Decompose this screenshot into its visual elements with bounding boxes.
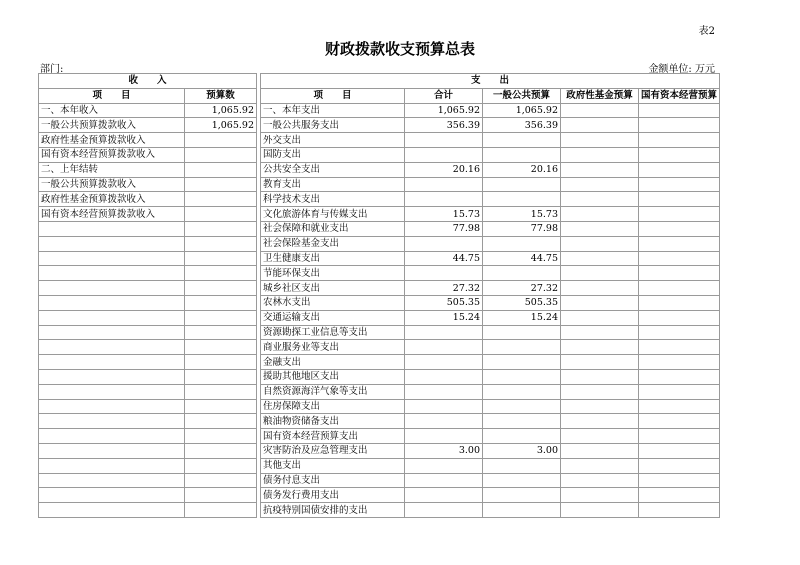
income-budget-cell: [185, 310, 257, 325]
expense-general-cell: 15.24: [483, 310, 561, 325]
income-item-cell: 国有资本经营预算拨款收入: [39, 147, 185, 162]
expense-general-cell: [483, 177, 561, 192]
expense-fund-cell: [561, 355, 639, 370]
table-row: [39, 458, 720, 473]
expense-fund-cell: [561, 325, 639, 340]
expense-general-cell: [483, 192, 561, 207]
expense-state-cell: [639, 162, 720, 177]
expense-item-cell: 公共安全支出: [261, 162, 405, 177]
income-group-header: 收 入: [39, 74, 257, 89]
expense-total-cell: 15.24: [405, 310, 483, 325]
income-budget-cell: [185, 488, 257, 503]
expense-fund-cell: [561, 177, 639, 192]
income-item-cell: [39, 295, 185, 310]
budget-table: [38, 73, 720, 518]
income-item-cell: 国有资本经营预算拨款收入: [39, 207, 185, 222]
expense-state-cell: [639, 147, 720, 162]
expense-total-cell: [405, 384, 483, 399]
table-row: [39, 251, 720, 266]
expense-fund-cell: [561, 147, 639, 162]
income-item-cell: 二、上年结转: [39, 162, 185, 177]
expense-total-cell: 20.16: [405, 162, 483, 177]
income-item-cell: [39, 384, 185, 399]
income-budget-cell: [185, 207, 257, 222]
income-item-cell: 一般公共预算拨款收入: [39, 177, 185, 192]
table-row: [39, 192, 720, 207]
expense-item-cell: 债务发行费用支出: [261, 488, 405, 503]
income-budget-cell: [185, 325, 257, 340]
expense-item-cell: 住房保障支出: [261, 399, 405, 414]
expense-total-cell: [405, 458, 483, 473]
expense-item-cell: 一般公共服务支出: [261, 118, 405, 133]
table-row: [39, 118, 720, 133]
income-item-cell: [39, 473, 185, 488]
table-row: [39, 133, 720, 148]
expense-fund-cell: [561, 429, 639, 444]
expense-fund-cell: [561, 118, 639, 133]
expense-total-cell: [405, 369, 483, 384]
income-budget-cell: [185, 281, 257, 296]
expense-general-cell: [483, 369, 561, 384]
income-budget-cell: [185, 221, 257, 236]
income-item-cell: [39, 325, 185, 340]
expense-fund-cell: [561, 340, 639, 355]
expense-total-cell: [405, 236, 483, 251]
expense-item-cell: 农林水支出: [261, 295, 405, 310]
expense-state-cell: [639, 399, 720, 414]
income-item-cell: [39, 266, 185, 281]
expense-state-cell: [639, 118, 720, 133]
income-item-cell: [39, 503, 185, 518]
expense-fund-cell: [561, 133, 639, 148]
income-item-cell: [39, 429, 185, 444]
expense-fund-cell: [561, 162, 639, 177]
expense-state-cell: [639, 369, 720, 384]
expense-item-cell: 抗疫特别国债安排的支出: [261, 503, 405, 518]
total-header: 合计: [405, 88, 483, 103]
expense-fund-cell: [561, 236, 639, 251]
table-row: [39, 399, 720, 414]
income-budget-cell: [185, 192, 257, 207]
expense-fund-cell: [561, 266, 639, 281]
expense-general-cell: [483, 340, 561, 355]
expense-state-cell: [639, 310, 720, 325]
table-row: [39, 236, 720, 251]
income-budget-cell: [185, 236, 257, 251]
department-label: 部门:: [40, 64, 64, 75]
income-item-cell: [39, 236, 185, 251]
expense-fund-cell: [561, 369, 639, 384]
income-budget-cell: [185, 384, 257, 399]
expense-general-cell: 505.35: [483, 295, 561, 310]
expense-state-cell: [639, 503, 720, 518]
income-budget-cell: [185, 369, 257, 384]
table-row: [39, 207, 720, 222]
expense-item-cell: 节能环保支出: [261, 266, 405, 281]
expense-general-cell: [483, 399, 561, 414]
state-capital-header: 国有资本经营预算: [639, 88, 720, 103]
income-item-cell: 政府性基金预算拨款收入: [39, 192, 185, 207]
table-row: [39, 355, 720, 370]
expense-general-cell: [483, 488, 561, 503]
table-row: [39, 221, 720, 236]
expense-fund-cell: [561, 458, 639, 473]
expense-state-cell: [639, 251, 720, 266]
income-item-cell: 一般公共预算拨款收入: [39, 118, 185, 133]
expense-general-cell: [483, 236, 561, 251]
income-budget-cell: [185, 355, 257, 370]
income-budget-cell: [185, 458, 257, 473]
expense-general-cell: 3.00: [483, 443, 561, 458]
expense-item-cell: 商业服务业等支出: [261, 340, 405, 355]
income-item-cell: [39, 221, 185, 236]
table-row: [39, 340, 720, 355]
income-budget-cell: [185, 473, 257, 488]
table-number: 表2: [698, 26, 715, 37]
expense-general-cell: 77.98: [483, 221, 561, 236]
table-row: [39, 443, 720, 458]
expense-state-cell: [639, 488, 720, 503]
expense-total-cell: [405, 429, 483, 444]
expense-total-cell: [405, 414, 483, 429]
expense-item-cell: 灾害防治及应急管理支出: [261, 443, 405, 458]
expense-general-cell: 1,065.92: [483, 103, 561, 118]
expense-general-cell: [483, 133, 561, 148]
expense-item-cell: 科学技术支出: [261, 192, 405, 207]
expense-state-cell: [639, 473, 720, 488]
expense-item-cell: 国有资本经营预算支出: [261, 429, 405, 444]
expense-state-cell: [639, 443, 720, 458]
expense-item-cell: 外交支出: [261, 133, 405, 148]
expense-general-cell: [483, 473, 561, 488]
expense-general-cell: [483, 414, 561, 429]
expense-group-header: 支 出: [261, 74, 720, 89]
expense-general-cell: [483, 429, 561, 444]
expense-state-cell: [639, 384, 720, 399]
expense-fund-cell: [561, 207, 639, 222]
expense-state-cell: [639, 281, 720, 296]
expense-general-cell: [483, 147, 561, 162]
income-item-cell: 政府性基金预算拨款收入: [39, 133, 185, 148]
income-budget-cell: [185, 429, 257, 444]
table-row: [39, 488, 720, 503]
table-row: [39, 503, 720, 518]
expense-fund-cell: [561, 414, 639, 429]
expense-fund-cell: [561, 443, 639, 458]
fund-budget-header: 政府性基金预算: [561, 88, 639, 103]
table-row: [39, 177, 720, 192]
expense-total-cell: 44.75: [405, 251, 483, 266]
expense-item-header: 项 目: [261, 88, 405, 103]
expense-total-cell: [405, 266, 483, 281]
table-row: [39, 325, 720, 340]
table-row: [39, 266, 720, 281]
expense-fund-cell: [561, 103, 639, 118]
expense-state-cell: [639, 236, 720, 251]
unit-label: 金额单位: 万元: [648, 64, 715, 75]
table-row: [39, 295, 720, 310]
expense-state-cell: [639, 103, 720, 118]
expense-total-cell: 505.35: [405, 295, 483, 310]
expense-total-cell: [405, 399, 483, 414]
expense-item-cell: 国防支出: [261, 147, 405, 162]
expense-item-cell: 教育支出: [261, 177, 405, 192]
expense-item-cell: 城乡社区支出: [261, 281, 405, 296]
expense-fund-cell: [561, 503, 639, 518]
income-item-header: 项 目: [39, 88, 185, 103]
income-item-cell: [39, 414, 185, 429]
expense-item-cell: 自然资源海洋气象等支出: [261, 384, 405, 399]
expense-general-cell: 20.16: [483, 162, 561, 177]
expense-fund-cell: [561, 192, 639, 207]
expense-fund-cell: [561, 384, 639, 399]
expense-state-cell: [639, 192, 720, 207]
expense-state-cell: [639, 325, 720, 340]
income-item-cell: [39, 458, 185, 473]
expense-item-cell: 社会保险基金支出: [261, 236, 405, 251]
expense-general-cell: [483, 355, 561, 370]
table-row: [39, 147, 720, 162]
expense-fund-cell: [561, 281, 639, 296]
table-row: [39, 473, 720, 488]
income-budget-cell: 1,065.92: [185, 118, 257, 133]
expense-state-cell: [639, 295, 720, 310]
expense-item-cell: 援助其他地区支出: [261, 369, 405, 384]
expense-state-cell: [639, 458, 720, 473]
income-budget-cell: [185, 177, 257, 192]
expense-state-cell: [639, 340, 720, 355]
income-item-cell: [39, 443, 185, 458]
income-budget-cell: [185, 443, 257, 458]
expense-total-cell: [405, 147, 483, 162]
expense-total-cell: 356.39: [405, 118, 483, 133]
income-budget-cell: [185, 251, 257, 266]
income-item-cell: [39, 369, 185, 384]
income-item-cell: [39, 281, 185, 296]
expense-general-cell: 15.73: [483, 207, 561, 222]
expense-total-cell: [405, 340, 483, 355]
expense-general-cell: [483, 458, 561, 473]
expense-total-cell: [405, 325, 483, 340]
expense-state-cell: [639, 414, 720, 429]
expense-fund-cell: [561, 251, 639, 266]
expense-item-cell: 债务付息支出: [261, 473, 405, 488]
income-budget-cell: [185, 399, 257, 414]
expense-fund-cell: [561, 310, 639, 325]
expense-total-cell: [405, 355, 483, 370]
expense-state-cell: [639, 355, 720, 370]
expense-total-cell: [405, 133, 483, 148]
expense-fund-cell: [561, 221, 639, 236]
expense-item-cell: 交通运输支出: [261, 310, 405, 325]
expense-item-cell: 粮油物资储备支出: [261, 414, 405, 429]
income-budget-cell: [185, 162, 257, 177]
expense-state-cell: [639, 221, 720, 236]
expense-item-cell: 金融支出: [261, 355, 405, 370]
table-row: [39, 369, 720, 384]
expense-total-cell: 15.73: [405, 207, 483, 222]
income-budget-cell: [185, 147, 257, 162]
expense-general-cell: 356.39: [483, 118, 561, 133]
expense-fund-cell: [561, 473, 639, 488]
general-budget-header: 一般公共预算: [483, 88, 561, 103]
expense-total-cell: [405, 473, 483, 488]
expense-item-cell: 一、本年支出: [261, 103, 405, 118]
income-budget-cell: [185, 133, 257, 148]
expense-state-cell: [639, 177, 720, 192]
expense-general-cell: [483, 325, 561, 340]
income-budget-cell: [185, 295, 257, 310]
table-row: [39, 103, 720, 118]
income-item-cell: [39, 310, 185, 325]
expense-general-cell: [483, 503, 561, 518]
income-item-cell: 一、本年收入: [39, 103, 185, 118]
income-item-cell: [39, 340, 185, 355]
expense-state-cell: [639, 429, 720, 444]
expense-item-cell: 社会保障和就业支出: [261, 221, 405, 236]
table-row: [39, 162, 720, 177]
income-item-cell: [39, 488, 185, 503]
table-row: [39, 429, 720, 444]
expense-total-cell: [405, 488, 483, 503]
income-item-cell: [39, 399, 185, 414]
expense-state-cell: [639, 133, 720, 148]
expense-item-cell: 文化旅游体育与传媒支出: [261, 207, 405, 222]
expense-item-cell: 卫生健康支出: [261, 251, 405, 266]
expense-total-cell: 27.32: [405, 281, 483, 296]
income-budget-cell: [185, 503, 257, 518]
expense-fund-cell: [561, 295, 639, 310]
income-budget-cell: [185, 266, 257, 281]
expense-total-cell: 1,065.92: [405, 103, 483, 118]
income-budget-cell: 1,065.92: [185, 103, 257, 118]
expense-state-cell: [639, 207, 720, 222]
page-title: 财政拨款收支预算总表: [324, 40, 475, 58]
expense-general-cell: 44.75: [483, 251, 561, 266]
expense-state-cell: [639, 266, 720, 281]
expense-general-cell: [483, 266, 561, 281]
table-row: [39, 310, 720, 325]
expense-total-cell: [405, 192, 483, 207]
expense-total-cell: [405, 177, 483, 192]
table-row: [39, 384, 720, 399]
table-row: [39, 281, 720, 296]
expense-fund-cell: [561, 488, 639, 503]
income-budget-cell: [185, 340, 257, 355]
expense-general-cell: [483, 384, 561, 399]
expense-item-cell: 其他支出: [261, 458, 405, 473]
expense-total-cell: 77.98: [405, 221, 483, 236]
income-item-cell: [39, 251, 185, 266]
expense-fund-cell: [561, 399, 639, 414]
expense-item-cell: 资源勘探工业信息等支出: [261, 325, 405, 340]
expense-general-cell: 27.32: [483, 281, 561, 296]
table-row: [39, 414, 720, 429]
expense-total-cell: 3.00: [405, 443, 483, 458]
income-item-cell: [39, 355, 185, 370]
expense-total-cell: [405, 503, 483, 518]
income-budget-header: 预算数: [185, 88, 257, 103]
income-budget-cell: [185, 414, 257, 429]
